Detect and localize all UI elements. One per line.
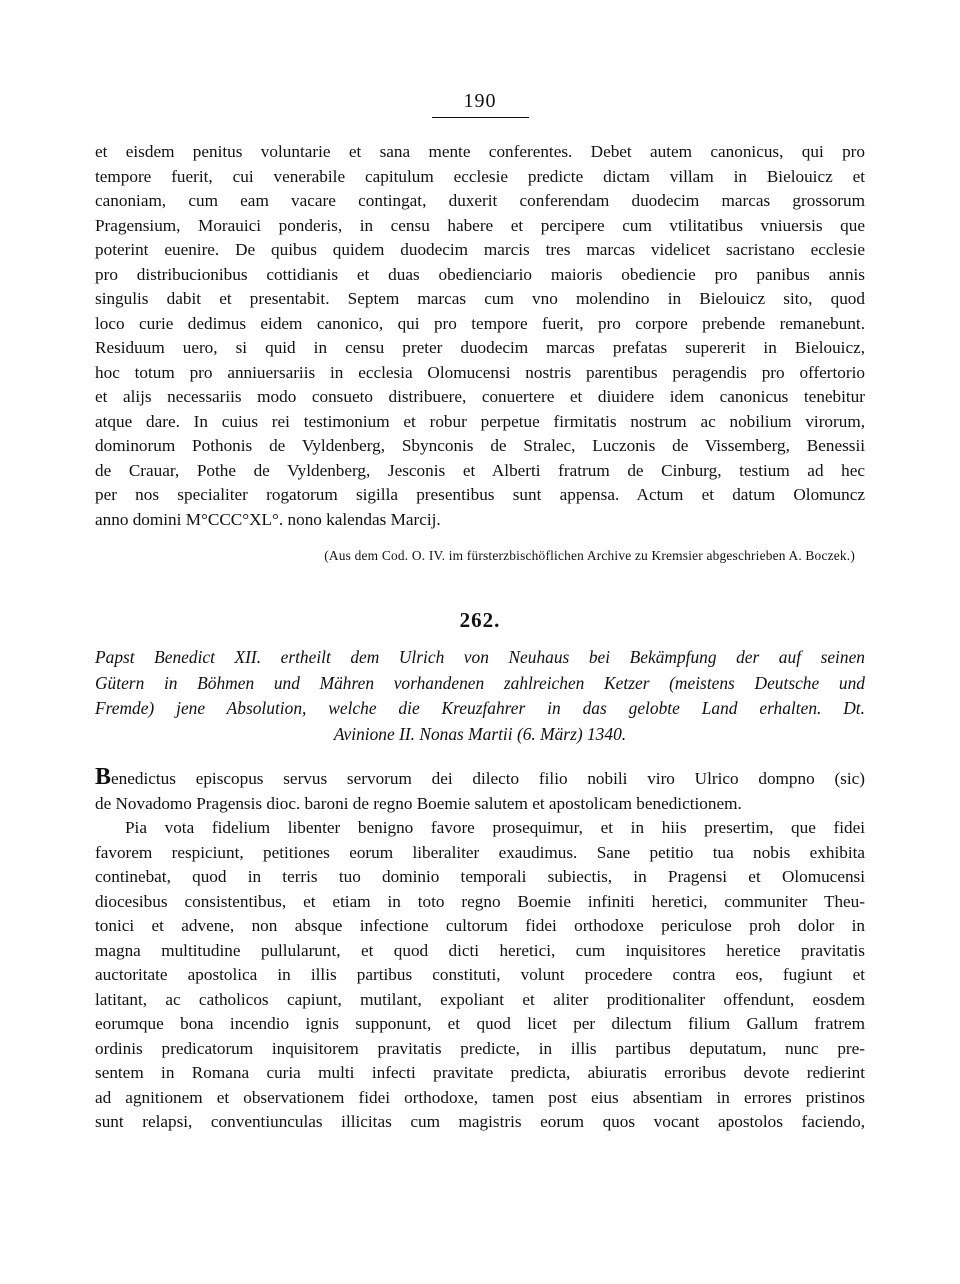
text-line: loco curie dedimus eidem canonico, qui pro tempore fuerit, pro corpore prebende remanebunt.: [95, 313, 865, 333]
text-line: hoc totum pro anniuersariis in ecclesia Olomucensi nostris parentibus peragendis pro offertorio: [95, 362, 865, 382]
text-line: magna multitudine pullularunt, et quod dicti heretici, cum inquisitores heretice pravitatis: [95, 940, 865, 960]
text-line: singulis dabit et presentabit. Septem marcas cum vno molendino in Bielouicz sito, quod: [95, 289, 865, 308]
text-line: eorumque bona incendio ignis supponunt, et quod licet per dilectum filium Gallum fratrem: [95, 1014, 865, 1033]
document-number: 262.: [459, 608, 501, 632]
page-header: [195, 90, 765, 118]
text-line: auctoritate apostolica in illis partibus constituti, volunt procedere contra eos, fugiunt et: [95, 965, 865, 984]
text-line: Residuum uero, si quid in censu preter duodecim marcas prefatas supererit in Bielouicz,: [95, 338, 865, 357]
regest-line: Papst Benedict XII. ertheilt dem Ulrich von Neuhaus bei Bekämpfung der auf seinen: [95, 647, 865, 667]
text-line: anno domini M°CCC°XL°. nono kalendas Marcij.: [95, 509, 441, 529]
opening-line: [95, 765, 865, 792]
text-line: poterint euenire. De quibus quidem duodecim marcis tres marcas videlicet sacristano ecclesie: [95, 240, 865, 259]
text-line: sentem in Romana curia multi infecti pravitate predicta, abiuratis erroribus devote redierint: [95, 1063, 865, 1082]
text-line: tempore fuerit, cui venerabile capitulum ecclesie predicte dictam villam in Bielouicz et: [95, 166, 865, 186]
text-line: et alijs necessariis modo consueto distribuere, conuertere et diuidere idem canonicus tenebitur: [95, 387, 865, 406]
text-line: per nos specialiter rogatorum sigilla presentibus sunt appensa. Actum et datum Olomuncz: [95, 485, 865, 504]
text-line: canoniam, cum eam vacare contingat, duxerit conferendam duodecim marcas grossorum: [95, 191, 865, 210]
salutation-line: de Novadomo Pragensis dioc. baroni de regno Boemie salutem et apostolicam benedictionem.: [95, 793, 742, 813]
document-body: [95, 765, 865, 1135]
page-number: 190: [432, 90, 529, 118]
text-line: continebat, quod in terris tuo dominio temporali subiectis, in Pragensi et Olomucensi: [95, 867, 865, 886]
text-line: latitant, ac catholicos capiunt, mutilant, expoliant et aliter proditionaliter offendunt, eosdem: [95, 989, 865, 1009]
text-line: et eisdem penitus voluntarie et sana mente conferentes. Debet autem canonicus, qui pro: [95, 142, 865, 161]
initial-letter: B: [95, 764, 112, 790]
text-line: diocesibus consistentibus, et etiam in toto regno Boemie infiniti heretici, communiter Theu-: [95, 891, 865, 911]
text-line: tonici et advene, non absque infectione cultorum fidei orthodoxe periculose proh dolor in: [95, 916, 865, 935]
text-line: dominorum Pothonis de Vyldenberg, Sbynconis de Stralec, Luczonis de Vissemberg, Benessii: [95, 436, 865, 455]
regest-line: Avinione II. Nonas Martii (6. März) 1340.: [333, 723, 627, 744]
opening-text: enedictus episcopus servus servorum dei dilecto filio nobili viro Ulrico dompno (sic): [111, 769, 865, 788]
text-line: atque dare. In cuius rei testimonium et robur perpetue firmitatis nostrum ac nobilium virorum,: [95, 411, 865, 431]
text-line: Pragensium, Morauici ponderis, in censu habere et percipere cum vtilitatibus vniuersis que: [95, 215, 865, 235]
text-line: favorem respiciunt, petitiones eorum liberaliter exaudimus. Sane petitio tua nobis exhibita: [95, 842, 865, 862]
document-regest: [95, 645, 865, 747]
text-line: Pia vota fidelium libenter benigno favore prosequimur, et in hiis presertim, que fidei: [125, 818, 865, 837]
book-page: [95, 90, 865, 1135]
charter-end-text: [95, 140, 865, 532]
text-line: ordinis predicatorum inquisitorem pravitatis predicte, in illis partibus deputatum, nunc pre-: [95, 1038, 865, 1058]
text-line: de Crauar, Pothe de Vyldenberg, Jesconis et Alberti fratrum de Cinburg, testium ad hec: [95, 460, 865, 480]
text-line: ad agnitionem et observationem fidei orthodoxe, tamen post eius absentiam in errores pristinos: [95, 1087, 865, 1107]
text-line: pro distribucionibus cottidianis et duas obedienciario maioris obediencie pro panibus annis: [95, 264, 865, 284]
regest-line: Gütern in Böhmen und Mähren vorhandenen zahlreichen Ketzer (meistens Deutsche und: [95, 672, 865, 693]
regest-line: Fremde) jene Absolution, welche die Kreuzfahrer in das gelobte Land erhalten. Dt.: [95, 698, 865, 718]
text-line: sunt relapsi, conventiunculas illicitas cum magistris eorum quos vocant apostolos faciendo,: [95, 1112, 865, 1131]
source-note: (Aus dem Cod. O. IV. im fürsterzbischöflichen Archive zu Kremsier abgeschrieben A. Boczek.): [324, 548, 855, 563]
